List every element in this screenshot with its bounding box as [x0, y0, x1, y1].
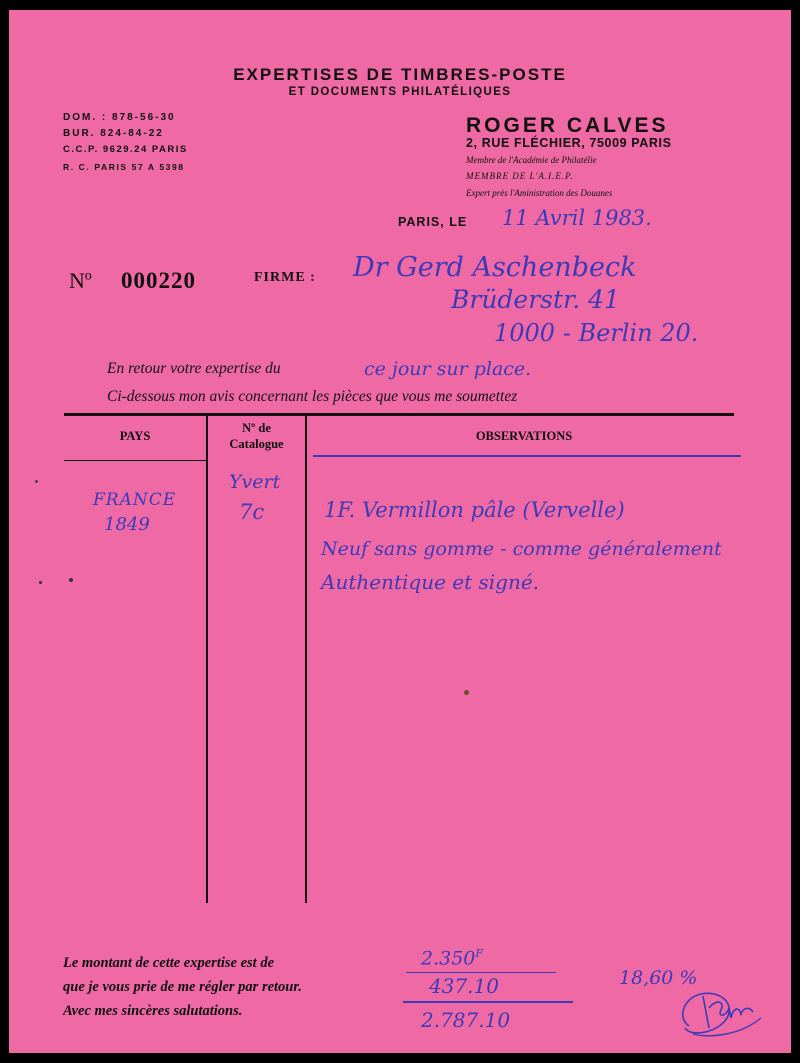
- table-top-rule: [64, 413, 734, 416]
- observation-line2: Neuf sans gomme - comme généralement: [321, 538, 722, 560]
- amount-underline-1: [406, 972, 556, 973]
- number-label: Nº: [69, 268, 92, 293]
- amount-underline-2: [403, 1001, 573, 1003]
- document-number: 000220: [121, 268, 196, 293]
- intro-line2: Ci-dessous mon avis concernant les pièces que vous me soumettez: [107, 388, 518, 405]
- column-catalogue-line2: Catalogue: [229, 437, 284, 451]
- ink-speck: [69, 578, 73, 582]
- amount-fee: [421, 947, 483, 969]
- column-catalogue-line1: Nº de: [242, 421, 271, 435]
- ink-speck: [464, 690, 469, 695]
- letterhead-title: EXPERTISES DE TIMBRES-POSTE: [233, 65, 567, 84]
- member-douanes: Expert près l'Aministration des Douanes: [466, 188, 613, 198]
- contact-rc: R. C. PARIS 57 A 5398: [63, 162, 185, 172]
- member-academie: Membre de l'Académie de Philatélie: [466, 155, 597, 165]
- contact-dom: DOM. : 878-56-30: [63, 112, 176, 123]
- ink-speck: [35, 480, 38, 483]
- ink-speck: [39, 581, 42, 584]
- expert-address: 2, RUE FLÉCHIER, 75009 PARIS: [466, 136, 672, 150]
- letterhead-subtitle: ET DOCUMENTS PHILATÉLIQUES: [288, 86, 512, 98]
- amount-fee-currency: F: [475, 947, 484, 960]
- firme-city: 1000 - Berlin 20.: [494, 319, 699, 347]
- amount-fee-value: 2.350: [421, 947, 476, 970]
- table-header-rule-left: [64, 460, 206, 461]
- catalogue-name: Yvert: [229, 471, 281, 493]
- catalogue-number: 7c: [239, 500, 265, 524]
- column-divider-2: [305, 413, 307, 903]
- footer-line3: Avec mes sincères salutations.: [63, 1003, 243, 1019]
- contact-bur: BUR. 824-84-22: [63, 128, 164, 139]
- footer-line1: Le montant de cette expertise est de: [63, 955, 275, 971]
- firme-street: Brüderstr. 41: [451, 285, 620, 314]
- pays-year: 1849: [104, 514, 150, 535]
- member-aiep: MEMBRE DE L'A.I.E.P.: [466, 171, 574, 181]
- firme-name: Dr Gerd Aschenbeck: [353, 252, 637, 283]
- intro-handwritten: ce jour sur place.: [364, 358, 532, 380]
- column-observations: OBSERVATIONS: [475, 429, 573, 443]
- observations-underline: [313, 455, 741, 457]
- amount-total: 2.787.10: [421, 1008, 511, 1032]
- observation-line3: Authentique et signé.: [321, 570, 540, 594]
- firme-label: FIRME :: [254, 270, 316, 285]
- expert-name: ROGER CALVES: [466, 114, 669, 137]
- contact-ccp: C.C.P. 9629.24 PARIS: [63, 144, 188, 155]
- observation-line1: 1F. Vermillon pâle (Vervelle): [324, 498, 625, 522]
- column-pays: PAYS: [119, 429, 151, 443]
- intro-line1: En retour votre expertise du: [107, 360, 281, 377]
- date-value: 11 Avril 1983.: [502, 206, 652, 230]
- amount-percent: 18,60 %: [619, 967, 698, 989]
- signature: [669, 978, 769, 1043]
- column-divider-1: [206, 413, 208, 903]
- date-label: PARIS, LE: [398, 215, 468, 229]
- pays-country: FRANCE: [93, 490, 177, 510]
- amount-supplement: 437.10: [429, 974, 499, 998]
- expertise-form: [9, 10, 791, 1053]
- footer-line2: que je vous prie de me régler par retour.: [63, 979, 302, 995]
